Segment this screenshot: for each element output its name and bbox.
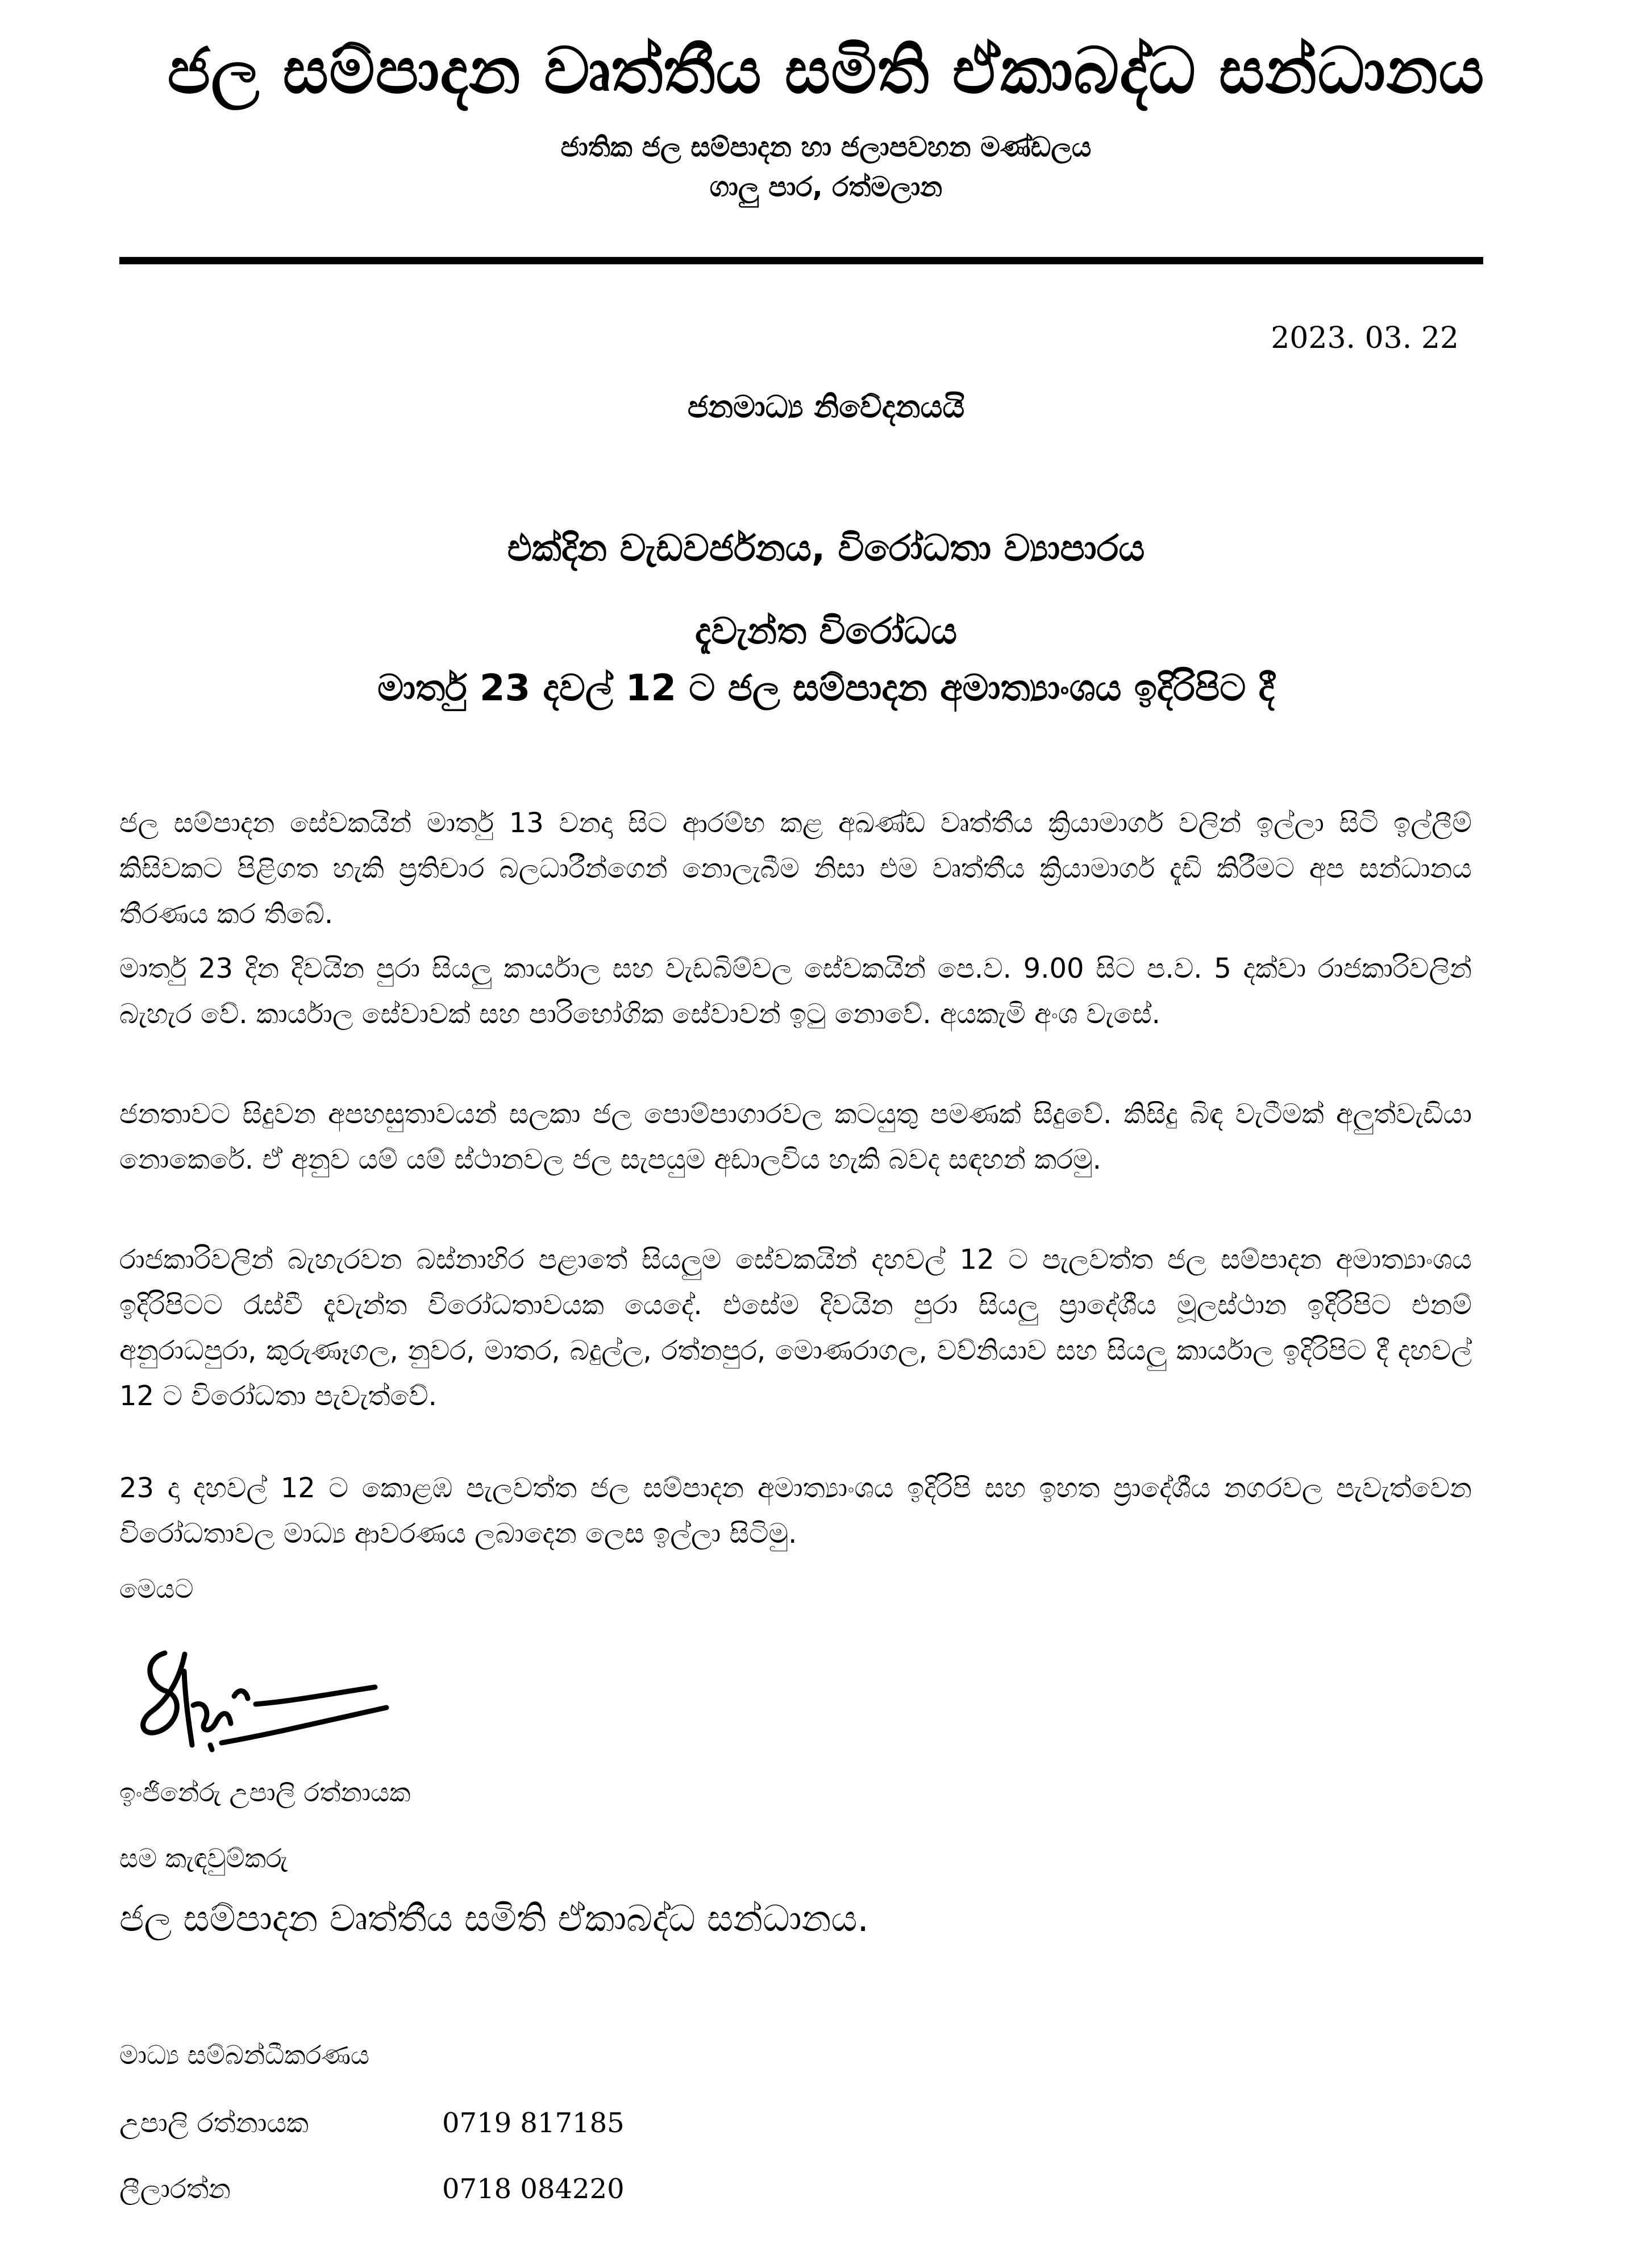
press-release-label: ජනමාධ්‍ය නිවේදනයයි [687,389,965,425]
headline-line-1: එක්දින වැඩවර්ජනය, විරෝධතා ව්‍යාපාරය [507,528,1145,570]
body-paragraph-1: ජල සම්පාදන සේවකයින් මාර්තු 13 වනදා සිට ආරම්භ කළ අඛණ්ඩ වෘත්තීය ක්‍රියාමාර්ග වලින් ඉල්ලා සිටි ඉල්ලීම් කිසිවකට පිළිගත හැකි ප්‍රතිචාර බලධාරීන්ගෙන් නොලැබීම නිසා එම වෘත්තීය ක්‍රියාමාර්ග දැඩි කිරීමට අප සන්ධානය තීරණය කර තිබේ. [119,807,1472,930]
closing-text: මෙයට [119,1573,194,1604]
organization-title: ජල සම්පාදන වෘත්තීය සමිති ඒකාබද්ධ සන්ධානය [167,34,1485,108]
union-name: ජල සම්පාදන වෘත්තීය සමිති ඒකාබද්ධ සන්ධානය. [119,1898,869,1940]
body-paragraph-4: රාජකාරිවලින් බැහැරවන බස්නාහිර පළාතේ සියලුම සේවකයින් දහවල් 12 ට පැලවත්ත ජල සම්පාදන අමාත්‍යාංශය ඉදිරිපිටට රැස්වී දැවැන්ත විරෝධතාවයක යෙදේ. එසේම දිවයින පුරා සියලු ප්‍රාදේශීය මූලස්ථාන ඉදිරිපිට එනම් අනුරාධපුරා, කුරුණෑගල, නුවර, මාතර, බදුල්ල, රත්නපුර, මොණරාගල, වව්නියාව සහ සියලු කාර්යාල ඉදිරිපිට දී දහවල් 12 ට විරෝධතා පැවැත්වේ. [119,1244,1472,1412]
media-contact [119,2169,801,2209]
body-paragraph-2: මාර්තු 23 දින දිවයින පුරා සියලු කාර්යාල සහ වැඩබිම්වල සේවකයින් පෙ.ව. 9.00 සිට ප.ව. 5 දක්වා රාජකාරිවලින් බැහැර වේ. කාර්යාල සේවාවක් සහ පාරිභෝගික සේවාවන් ඉටු නොවේ. අයකැමි අංශ වැසේ. [119,953,1472,1030]
signatory-role: සම කැඳවුම්කරු [119,1843,288,1874]
media-coordination-label: මාධ්‍ය සම්බන්ධීකරණය [119,2040,370,2070]
address-line-1: ජාතික ජල සම්පාදන හා ජලාපවහන මණ්ඩලය [560,131,1092,163]
header-divider [119,257,1483,264]
address-line-2: ගාලු පාර, රත්මලාන [709,171,943,203]
headline-line-2: දැවැන්ත විරෝධය [694,610,958,653]
body-paragraph-5: 23 දා දහවල් 12 ට කොළඹ පැලවත්ත ජල සම්පාදන අමාත්‍යාංශය ඉදිරිපි සහ ඉහත ප්‍රාදේශීය නගරවල පැවැත්වෙන විරෝධතාවල මාධ්‍ය ආවරණය ලබාදෙන ලෙස ඉල්ලා සිටිමු. [119,1472,1472,1550]
contact-phone: 0718 084220 [442,2173,625,2205]
contact-phone: 0719 817185 [442,2107,625,2139]
handwritten-signature [125,1637,392,1762]
body-paragraph-3: ජනතාවට සිදුවන අපහසුතාවයන් සලකා ජල පොම්පාගාරවල කටයුතු පමණක් සිදුවේ. කිසිදු බිඳ වැටීමක් අලුත්වැඩියා නොකෙරේ. ඒ අනුව යම් යම් ස්ථානවල ජල සැපයුම අඩාලවිය හැකි බවද සඳහන් කරමු. [119,1098,1472,1176]
media-contact [119,2103,801,2143]
signatory-name: ඉංජිනේරු උපාලි රත්නායක [119,1777,411,1808]
document-date: 2023. 03. 22 [1271,321,1459,355]
contact-name: ලීලාරත්න [119,2173,231,2205]
contact-name: උපාලි රත්නායක [119,2107,309,2139]
headline-line-3: මාර්තු 23 දවල් 12 ට ජල සම්පාදන අමාත්‍යාංශය ඉදිරිපිට දී [377,667,1275,709]
